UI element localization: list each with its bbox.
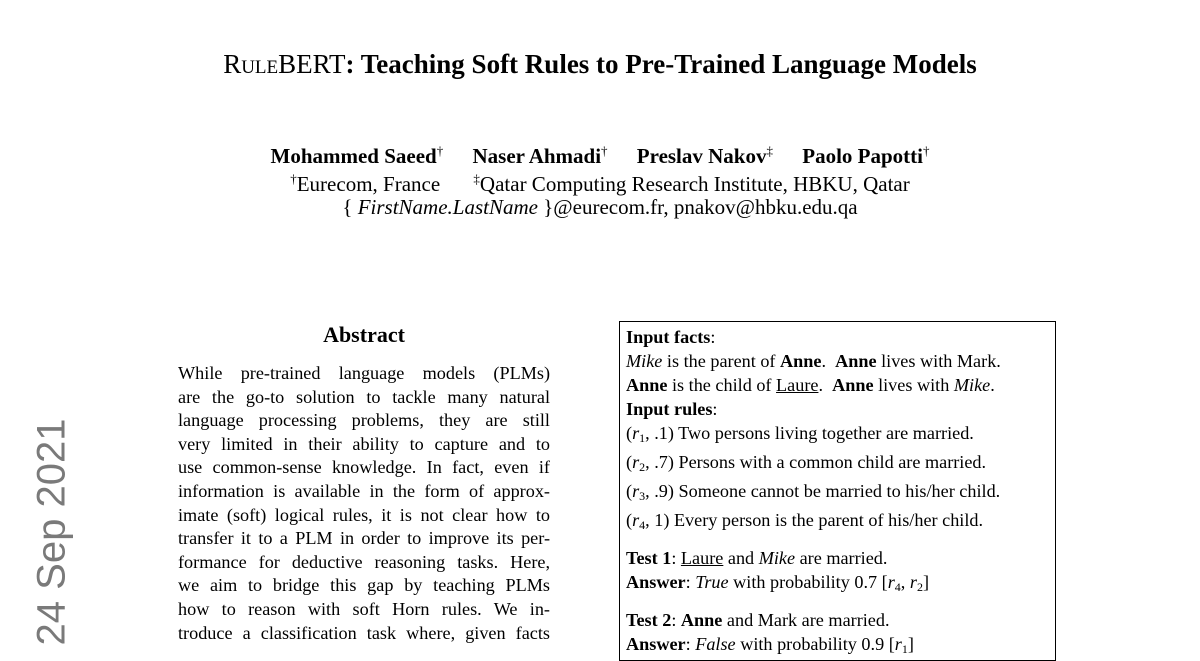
affiliation-mark: ‡ — [473, 171, 480, 186]
entity-name: Anne — [780, 351, 822, 371]
affiliation-mark: † — [601, 143, 608, 158]
abstract-heading: Abstract — [323, 322, 405, 347]
affiliation-mark: † — [290, 171, 297, 186]
abstract-line: we aim to bridge this gap by teaching PLMs — [178, 575, 550, 596]
test-answer: Answer: True with probability 0.7 [$r_4$, $r_2$] — [626, 572, 930, 594]
author-name: Paolo Papotti — [802, 144, 923, 168]
rule-line: ($r_2$, .7) Persons with a common child are married. — [626, 452, 987, 474]
affiliation-text: Eurecom, France — [296, 172, 441, 196]
author-name: Naser Ahmadi — [472, 144, 602, 168]
abstract-line: how to reason with soft Horn rules. We in- — [178, 598, 550, 619]
abstract-line: transfer it to a PLM in order to improve its per- — [178, 528, 550, 549]
abstract-body — [178, 362, 550, 645]
fact-line: Anne is the child of Laure. Anne lives with Mike. — [626, 375, 995, 395]
abstract-line: language processing problems, they are still — [178, 410, 550, 431]
rule-line: ($r_3$, .9) Someone cannot be married to his/her child. — [626, 481, 1001, 503]
rule-line: ($r_4$, 1) Every person is the parent of his/her child. — [626, 510, 984, 532]
entity-name: Anne — [835, 351, 877, 371]
fact-line: Mike is the parent of Anne. Anne lives with Mark. — [626, 351, 1001, 371]
email-open-brace: { — [342, 195, 353, 219]
test-question: Test 1: Laure and Mike are married. — [626, 548, 888, 568]
test-question: Test 2: Anne and Mark are married. — [626, 610, 890, 630]
abstract-line: information is available in the form of approx- — [178, 480, 550, 501]
abstract-line: imate (soft) logical rules, it is not clear how to — [178, 504, 550, 525]
author-name: Preslav Nakov — [636, 144, 767, 168]
entity-name: Mike — [953, 375, 991, 395]
entity-name: Anne — [626, 375, 668, 395]
abstract-line: troduce a classification task where, given facts — [178, 622, 550, 643]
author-emails — [0, 193, 1200, 221]
entity-name: Laure — [776, 375, 819, 395]
abstract-line: While pre-trained language models (PLMs) — [178, 363, 550, 383]
affiliation-mark: † — [436, 143, 444, 158]
affiliation-text: Qatar Computing Research Institute, HBKU, Qatar — [479, 172, 910, 196]
abstract-line: very limited in their ability to capture and to — [178, 433, 550, 454]
entity-name: Anne — [832, 375, 874, 395]
affiliation-mark: † — [923, 143, 930, 158]
arxiv-date-stamp: 24 Sep 2021 — [29, 418, 74, 646]
entity-name: Mike — [626, 351, 663, 371]
email-pattern: FirstName.LastName — [357, 195, 538, 219]
title-rest: : Teaching Soft Rules to Pre-Trained Language Models — [345, 49, 977, 79]
email-domains: }@eurecom.fr, pnakov@hbku.edu.qa — [543, 195, 858, 219]
abstract-line: are the go-to solution to tackle many natural — [178, 386, 550, 407]
author-name: Mohammed Saeed — [270, 144, 437, 168]
input-rules-heading: Input rules: — [626, 399, 718, 419]
paper-title — [0, 46, 1200, 82]
system-name: RuleBERT — [223, 49, 346, 79]
abstract-line: formance for deductive reasoning tasks. Here, — [178, 551, 550, 572]
affiliation-mark: ‡ — [766, 143, 773, 158]
input-facts-heading: Input facts: — [626, 327, 716, 347]
example-figure-box — [619, 321, 1056, 661]
test-answer: Answer: False with probability 0.9 $[r_1]$ — [626, 634, 914, 656]
abstract-line: use common-sense knowledge. In fact, even if — [178, 457, 550, 478]
rule-line: ($r_1$, .1) Two persons living together are married. — [626, 423, 974, 445]
